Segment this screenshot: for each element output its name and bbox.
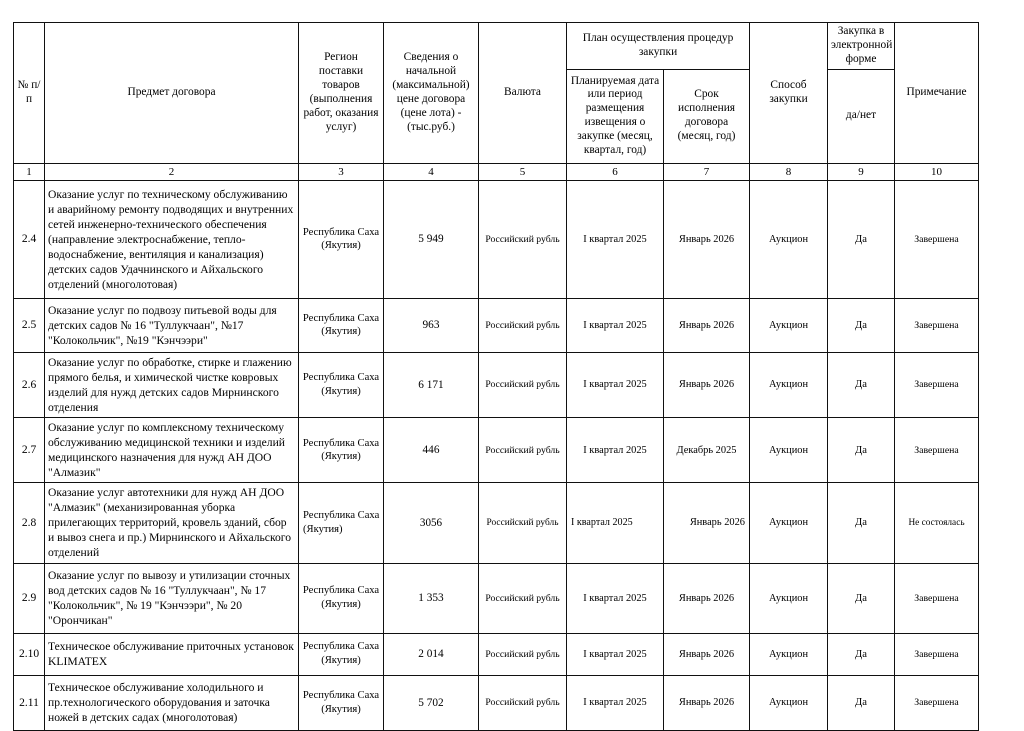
cell-contract-term: Январь 2026 bbox=[664, 352, 750, 417]
cell-region: Республика Саха (Якутия) bbox=[299, 563, 384, 633]
table-row bbox=[14, 417, 979, 482]
cell-plan-date: I квартал 2025 bbox=[567, 633, 664, 675]
cell-price: 5 702 bbox=[384, 675, 479, 730]
cell-electronic: Да bbox=[828, 483, 895, 563]
cell-contract-term: Январь 2026 bbox=[664, 633, 750, 675]
cell-contract-term: Январь 2026 bbox=[664, 298, 750, 352]
cell-region: Республика Саха (Якутия) bbox=[299, 180, 384, 298]
cell-region: Республика Саха (Якутия) bbox=[299, 633, 384, 675]
cell-contract-term: Декабрь 2025 bbox=[664, 417, 750, 482]
column-number-5: 5 bbox=[479, 163, 567, 180]
table-header bbox=[14, 23, 979, 181]
header-col-plan-date: Планируемая дата или период размещения извещения о закупке (месяц, квартал, год) bbox=[567, 69, 664, 163]
column-number-row bbox=[14, 163, 979, 180]
table-body bbox=[14, 180, 979, 730]
cell-method: Аукцион bbox=[750, 633, 828, 675]
column-number-1: 1 bbox=[14, 163, 45, 180]
cell-number: 2.6 bbox=[14, 352, 45, 417]
column-number-9: 9 bbox=[828, 163, 895, 180]
column-number-10: 10 bbox=[895, 163, 979, 180]
table-row bbox=[14, 352, 979, 417]
cell-method: Аукцион bbox=[750, 483, 828, 563]
table-row bbox=[14, 563, 979, 633]
cell-plan-date: I квартал 2025 bbox=[567, 180, 664, 298]
header-col-contract-term: Срок исполнения договора (месяц, год) bbox=[664, 69, 750, 163]
column-number-2: 2 bbox=[45, 163, 299, 180]
cell-currency: Российский рубль bbox=[479, 180, 567, 298]
cell-subject: Оказание услуг автотехники для нужд АН ДОО "Алмазик" (механизированная уборка прилегающих территорий, кровель зданий, сбор и вывоз снега и пр.) Мирнинского и Айхальского отделений bbox=[45, 483, 299, 563]
cell-plan-date: I квартал 2025 bbox=[567, 675, 664, 730]
cell-plan-date: I квартал 2025 bbox=[567, 483, 664, 563]
table-row bbox=[14, 633, 979, 675]
column-number-4: 4 bbox=[384, 163, 479, 180]
cell-currency: Российский рубль bbox=[479, 675, 567, 730]
cell-number: 2.11 bbox=[14, 675, 45, 730]
cell-currency: Российский рубль bbox=[479, 298, 567, 352]
cell-subject: Техническое обслуживание приточных установок KLIMATEX bbox=[45, 633, 299, 675]
cell-price: 5 949 bbox=[384, 180, 479, 298]
cell-region: Республика Саха (Якутия) bbox=[299, 417, 384, 482]
cell-subject: Оказание услуг по обработке, стирке и глажению прямого белья, и химической чистке ковровых изделий для нужд детских садов Мирнинского отделения bbox=[45, 352, 299, 417]
cell-note: Завершена bbox=[895, 633, 979, 675]
cell-plan-date: I квартал 2025 bbox=[567, 417, 664, 482]
cell-currency: Российский рубль bbox=[479, 633, 567, 675]
cell-method: Аукцион bbox=[750, 352, 828, 417]
cell-subject: Оказание услуг по вывозу и утилизации сточных вод детских садов № 16 "Туллукчаан", № 17 "Колокольчик", № 19 "Кэнчээри", № 20 "Орончикан" bbox=[45, 563, 299, 633]
cell-number: 2.7 bbox=[14, 417, 45, 482]
cell-note: Завершена bbox=[895, 417, 979, 482]
cell-electronic: Да bbox=[828, 352, 895, 417]
cell-electronic: Да bbox=[828, 417, 895, 482]
header-col-currency: Валюта bbox=[479, 23, 567, 164]
table-row bbox=[14, 483, 979, 563]
cell-contract-term: Январь 2026 bbox=[664, 563, 750, 633]
cell-number: 2.10 bbox=[14, 633, 45, 675]
cell-price: 6 171 bbox=[384, 352, 479, 417]
cell-plan-date: I квартал 2025 bbox=[567, 298, 664, 352]
cell-electronic: Да bbox=[828, 563, 895, 633]
cell-currency: Российский рубль bbox=[479, 417, 567, 482]
cell-electronic: Да bbox=[828, 180, 895, 298]
cell-region: Республика Саха (Якутия) bbox=[299, 352, 384, 417]
document-page bbox=[13, 22, 978, 731]
header-col-price: Сведения о начальной (максимальной) цене договора (цене лота) - (тыс.руб.) bbox=[384, 23, 479, 164]
cell-note: Завершена bbox=[895, 298, 979, 352]
cell-method: Аукцион bbox=[750, 180, 828, 298]
cell-subject: Оказание услуг по подвозу питьевой воды для детских садов № 16 "Туллукчаан", №17 "Колокольчик", №19 "Кэнчээри" bbox=[45, 298, 299, 352]
cell-price: 963 bbox=[384, 298, 479, 352]
cell-subject: Техническое обслуживание холодильного и пр.технологического оборудования и заточка ножей в детских садах (многолотовая) bbox=[45, 675, 299, 730]
cell-method: Аукцион bbox=[750, 417, 828, 482]
cell-number: 2.5 bbox=[14, 298, 45, 352]
cell-note: Завершена bbox=[895, 180, 979, 298]
cell-plan-date: I квартал 2025 bbox=[567, 352, 664, 417]
cell-price: 2 014 bbox=[384, 633, 479, 675]
column-number-3: 3 bbox=[299, 163, 384, 180]
table-row bbox=[14, 675, 979, 730]
cell-contract-term: Январь 2026 bbox=[664, 675, 750, 730]
cell-plan-date: I квартал 2025 bbox=[567, 563, 664, 633]
cell-price: 3056 bbox=[384, 483, 479, 563]
cell-method: Аукцион bbox=[750, 563, 828, 633]
header-col-number: № п/п bbox=[14, 23, 45, 164]
cell-subject: Оказание услуг по техническому обслуживанию и аварийному ремонту подводящих и внутренних сетей инженерно-технического обеспечения (направление электроснабжение, тепло-водоснабжение, вентиляция и канализация) детских садов Удачнинского и Айхальского отделений (многолотовая) bbox=[45, 180, 299, 298]
cell-electronic: Да bbox=[828, 298, 895, 352]
header-col-subject: Предмет договора bbox=[45, 23, 299, 164]
table-row bbox=[14, 180, 979, 298]
cell-currency: Российский рубль bbox=[479, 352, 567, 417]
cell-electronic: Да bbox=[828, 633, 895, 675]
cell-note: Завершена bbox=[895, 352, 979, 417]
cell-region: Республика Саха (Якутия) bbox=[299, 675, 384, 730]
cell-price: 446 bbox=[384, 417, 479, 482]
header-col-region: Регион поставки товаров (выполнения работ, оказания услуг) bbox=[299, 23, 384, 164]
cell-note: Не состоялась bbox=[895, 483, 979, 563]
cell-number: 2.9 bbox=[14, 563, 45, 633]
procurement-plan-table bbox=[13, 22, 979, 731]
cell-currency: Российский рубль bbox=[479, 483, 567, 563]
header-col-note: Примечание bbox=[895, 23, 979, 164]
column-number-7: 7 bbox=[664, 163, 750, 180]
cell-price: 1 353 bbox=[384, 563, 479, 633]
cell-contract-term: Январь 2026 bbox=[664, 180, 750, 298]
header-group-procurement-plan: План осуществления процедур закупки bbox=[567, 23, 750, 70]
cell-currency: Российский рубль bbox=[479, 563, 567, 633]
cell-number: 2.8 bbox=[14, 483, 45, 563]
cell-method: Аукцион bbox=[750, 298, 828, 352]
cell-region: Республика Саха (Якутия) bbox=[299, 483, 384, 563]
column-number-8: 8 bbox=[750, 163, 828, 180]
header-col-electronic-yesno: да/нет bbox=[828, 69, 895, 163]
header-col-method: Способ закупки bbox=[750, 23, 828, 164]
cell-electronic: Да bbox=[828, 675, 895, 730]
cell-note: Завершена bbox=[895, 675, 979, 730]
cell-contract-term: Январь 2026 bbox=[664, 483, 750, 563]
cell-subject: Оказание услуг по комплексному техническому обслуживанию медицинской техники и изделий медицинского назначения для нужд АН ДОО "Алмазик" bbox=[45, 417, 299, 482]
header-col-electronic-form: Закупка в электронной форме bbox=[828, 23, 895, 70]
table-row bbox=[14, 298, 979, 352]
column-number-6: 6 bbox=[567, 163, 664, 180]
header-row-main bbox=[14, 23, 979, 70]
cell-number: 2.4 bbox=[14, 180, 45, 298]
cell-region: Республика Саха (Якутия) bbox=[299, 298, 384, 352]
cell-note: Завершена bbox=[895, 563, 979, 633]
cell-method: Аукцион bbox=[750, 675, 828, 730]
